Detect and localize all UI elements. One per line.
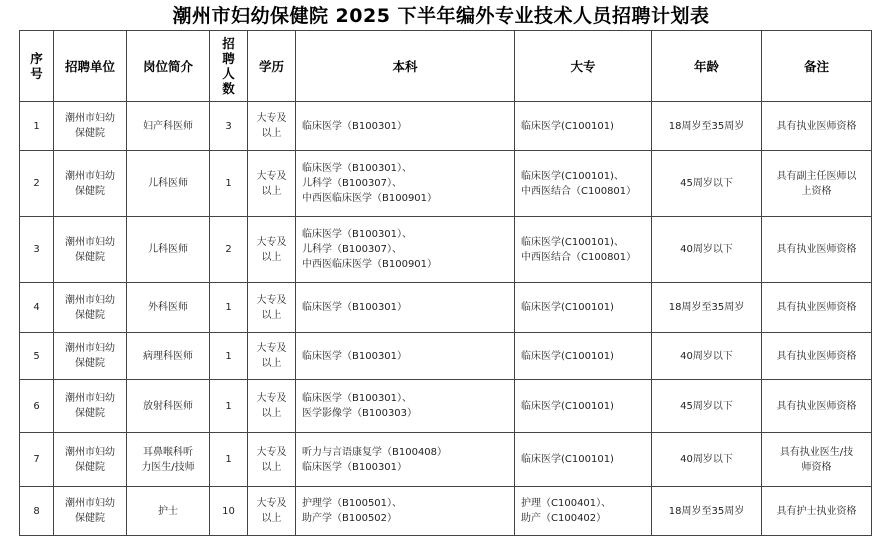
cell-position [127,102,210,151]
cell-seq: 6 [20,380,54,433]
cell-remarks [762,151,872,217]
cell-count: 3 [210,102,248,151]
cell-count: 2 [210,217,248,283]
cell-position-line: 耳鼻喉科听 [143,446,193,458]
table-row [20,333,872,380]
cell-unit [54,151,127,217]
cell-position-line: 儿科医师 [148,178,188,189]
cell-bachelor [296,151,515,217]
cell-college-line: 临床医学(C100101)、 [521,170,624,182]
cell-education [248,433,296,487]
header-row [20,31,872,102]
cell-college [515,102,652,151]
cell-position [127,333,210,380]
cell-remarks-line: 上资格 [801,185,832,197]
page-title: 潮州市妇幼保健院 2025 下半年编外专业技术人员招聘计划表 [172,5,710,27]
cell-seq: 8 [20,487,54,536]
cell-college [515,151,652,217]
cell-count: 10 [210,487,248,536]
cell-unit-line: 保健院 [75,461,105,473]
cell-remarks [762,487,872,536]
header-position: 岗位简介 [127,31,210,102]
header-bachelor: 本科 [296,31,515,102]
cell-position [127,380,210,433]
cell-bachelor-line: 中西医临床医学（B100901） [302,259,438,270]
cell-unit-line: 潮州市妇幼 [65,113,115,124]
cell-bachelor-line: 临床医学（B100301） [302,120,408,132]
cell-education-line: 以上 [261,309,282,321]
header-education: 学历 [248,31,296,102]
cell-bachelor-line: 临床医学（B100301） [302,461,408,473]
cell-education [248,487,296,536]
cell-unit-line: 潮州市妇幼 [65,170,115,182]
cell-bachelor [296,102,515,151]
cell-remarks [762,380,872,433]
cell-college-line: 临床医学(C100101) [521,302,614,313]
cell-bachelor [296,333,515,380]
cell-bachelor-line: 儿科学（B100307）、 [302,244,403,255]
cell-unit [54,283,127,333]
cell-seq: 4 [20,283,54,333]
cell-education-line: 以上 [261,408,282,419]
cell-position-line: 外科医师 [148,302,188,313]
cell-position-line: 病理科医师 [143,350,193,362]
cell-education [248,217,296,283]
cell-bachelor-line: 中西医临床医学（B100901） [302,193,438,204]
cell-remarks-line: 具有护士执业资格 [776,505,857,517]
cell-bachelor-line: 助产学（B100502） [302,513,398,524]
cell-education-line: 大专及 [256,113,287,124]
cell-seq: 3 [20,217,54,283]
cell-remarks-line: 具有执业医师资格 [776,350,857,362]
table-row [20,217,872,283]
cell-college [515,217,652,283]
cell-college-line: 中西医结合（C100801） [521,185,637,197]
table-body [20,102,872,536]
cell-college-line: 中西医结合（C100801） [521,251,637,263]
cell-education [248,283,296,333]
cell-seq: 7 [20,433,54,487]
cell-college [515,333,652,380]
cell-remarks [762,102,872,151]
cell-education-line: 以上 [261,128,282,139]
header-remarks: 备注 [762,31,872,102]
cell-remarks-line: 师资格 [801,461,832,473]
cell-age: 18周岁至35周岁 [652,102,762,151]
cell-bachelor-line: 临床医学（B100301） [302,350,408,362]
cell-education-line: 大专及 [256,236,287,248]
cell-bachelor [296,283,515,333]
cell-bachelor-line: 听力与言语康复学（B100408） [302,446,448,458]
cell-remarks [762,217,872,283]
cell-count: 1 [210,283,248,333]
cell-age: 40周岁以下 [652,333,762,380]
table-row [20,102,872,151]
cell-education-line: 大专及 [256,498,287,509]
cell-bachelor [296,487,515,536]
cell-bachelor-line: 儿科学（B100307）、 [302,178,403,189]
cell-count: 1 [210,333,248,380]
cell-unit [54,380,127,433]
table-row [20,433,872,487]
table-row [20,151,872,217]
cell-bachelor [296,433,515,487]
cell-bachelor-line: 临床医学（B100301） [302,302,408,313]
cell-college [515,487,652,536]
cell-count: 1 [210,380,248,433]
cell-unit-line: 保健院 [75,408,105,419]
cell-count: 1 [210,151,248,217]
cell-unit-line: 保健院 [75,185,105,197]
cell-unit-line: 保健院 [75,251,105,263]
cell-bachelor-line: 临床医学（B100301）、 [302,393,413,404]
header-count: 招 聘 人 数 [210,31,248,102]
cell-unit-line: 保健院 [75,513,105,524]
cell-unit-line: 潮州市妇幼 [65,294,115,306]
cell-position-line: 放射科医师 [143,400,193,412]
cell-remarks-line: 具有执业医师资格 [776,302,857,313]
cell-bachelor-line: 临床医学（B100301）、 [302,163,413,174]
cell-age: 18周岁至35周岁 [652,283,762,333]
cell-position-line: 儿科医师 [148,244,188,255]
cell-position-line: 护士 [158,505,178,517]
cell-education [248,102,296,151]
cell-education [248,333,296,380]
cell-unit [54,102,127,151]
cell-unit [54,433,127,487]
cell-seq: 2 [20,151,54,217]
cell-bachelor [296,380,515,433]
cell-bachelor-line: 临床医学（B100301）、 [302,229,413,240]
cell-position [127,217,210,283]
cell-unit-line: 潮州市妇幼 [65,236,115,248]
cell-education-line: 以上 [261,513,282,524]
cell-remarks [762,333,872,380]
cell-unit-line: 潮州市妇幼 [65,498,115,509]
header-college: 大专 [515,31,652,102]
cell-education-line: 以上 [261,358,282,369]
cell-bachelor-line: 护理学（B100501）、 [302,498,403,509]
header-age: 年龄 [652,31,762,102]
cell-college-line: 临床医学(C100101) [521,350,614,362]
cell-unit-line: 保健院 [75,309,105,321]
cell-position [127,487,210,536]
cell-unit-line: 保健院 [75,128,105,139]
cell-age: 40周岁以下 [652,217,762,283]
cell-college-line: 助产（C100402） [521,513,607,524]
table-row [20,283,872,333]
cell-college-line: 临床医学(C100101)、 [521,236,624,248]
table-row [20,380,872,433]
cell-remarks-line: 具有执业医生/技 [779,446,854,458]
recruitment-table [19,30,872,536]
cell-position-line: 妇产科医师 [143,120,193,132]
cell-count: 1 [210,433,248,487]
cell-age: 45周岁以下 [652,151,762,217]
cell-college [515,283,652,333]
cell-remarks [762,283,872,333]
cell-remarks-line: 具有执业医师资格 [776,400,857,412]
cell-education-line: 以上 [261,185,282,197]
cell-position [127,283,210,333]
header-seq: 序 号 [20,31,54,102]
cell-education-line: 大专及 [256,393,287,404]
cell-seq: 5 [20,333,54,380]
cell-college-line: 护理（C100401）、 [521,498,612,509]
cell-position [127,433,210,487]
cell-unit-line: 潮州市妇幼 [65,393,115,404]
table-row [20,487,872,536]
cell-remarks-line: 具有副主任医师以 [776,170,857,182]
cell-unit [54,333,127,380]
cell-unit-line: 保健院 [75,358,105,369]
cell-bachelor [296,217,515,283]
cell-remarks-line: 具有执业医师资格 [776,120,857,132]
cell-bachelor-line: 医学影像学（B100303） [302,408,418,419]
cell-education [248,380,296,433]
cell-position [127,151,210,217]
cell-seq: 1 [20,102,54,151]
cell-unit-line: 潮州市妇幼 [65,446,115,458]
cell-remarks-line: 具有执业医师资格 [776,244,857,255]
cell-college-line: 临床医学(C100101) [521,454,614,465]
cell-education-line: 以上 [261,461,282,473]
cell-age: 45周岁以下 [652,380,762,433]
cell-unit [54,217,127,283]
cell-age: 40周岁以下 [652,433,762,487]
cell-education-line: 大专及 [256,343,287,354]
cell-college [515,433,652,487]
cell-unit [54,487,127,536]
cell-college [515,380,652,433]
cell-college-line: 临床医学(C100101) [521,120,614,132]
cell-remarks [762,433,872,487]
cell-college-line: 临床医学(C100101) [521,400,614,412]
cell-unit-line: 潮州市妇幼 [65,343,115,354]
cell-education-line: 大专及 [256,446,287,458]
cell-age: 18周岁至35周岁 [652,487,762,536]
cell-education-line: 以上 [261,251,282,263]
cell-education [248,151,296,217]
cell-education-line: 大专及 [256,294,287,306]
header-unit: 招聘单位 [54,31,127,102]
cell-position-line: 力医生/技师 [141,461,195,473]
cell-education-line: 大专及 [256,170,287,182]
